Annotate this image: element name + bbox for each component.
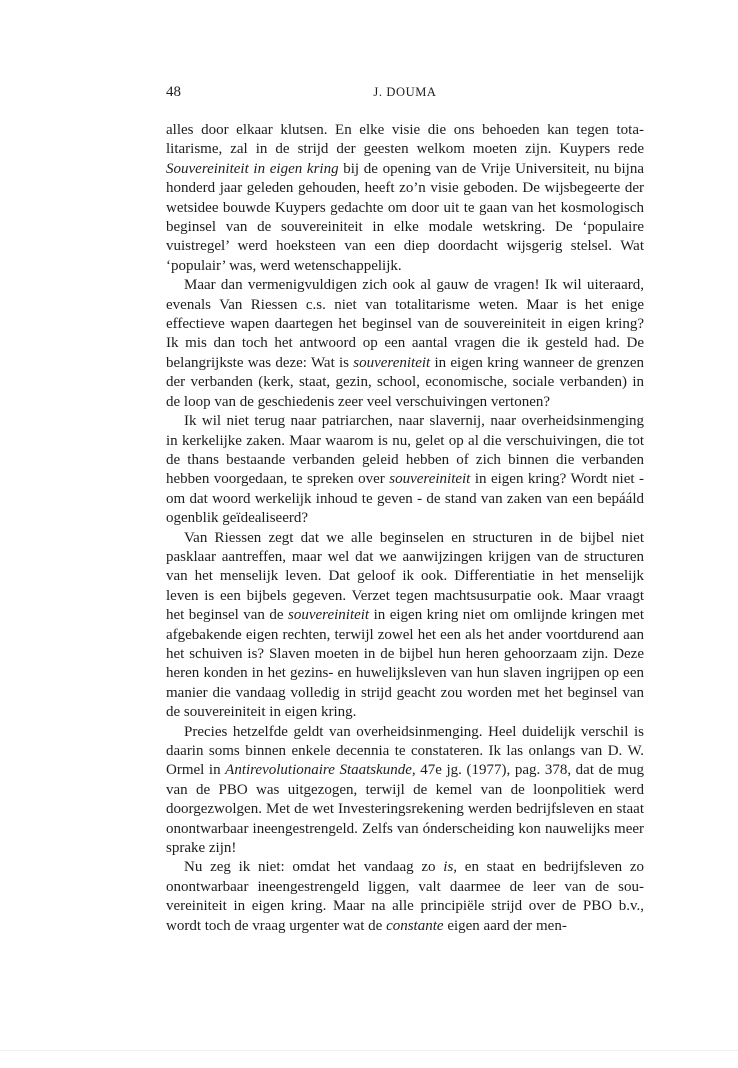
- paragraph-4: [166, 529, 644, 723]
- text-run: in eigen kring? Wordt niet - om dat woord werkelijk inhoud te geven - de stand van zaken van een bepááld ogenblik geïdealiseerd?: [166, 471, 645, 527]
- emphasis: Antirevolutionaire Staatskunde,: [225, 762, 416, 779]
- text-run: Nu zeg ik niet: omdat het vandaag zo: [184, 859, 444, 876]
- text-run: 47e jg. (1977), pag. 378, dat de mug van de PBO was uitgezogen, terwijl de kemel van de loonpolitiek werd doorgezwolgen. Met de wet Investeringsrekening werden bedrijfsleven en staat onontwarbaar ineengestrengeld. Zelfs van ónderscheiding kon nauwelijks meer sprake zijn!: [166, 762, 644, 857]
- text-run: alles door elkaar klutsen. En elke visie die ons behoeden kan tegen totalitarisme, zal in de strijd der geesten welkom moeten zijn. Kuypers rede: [166, 122, 644, 158]
- paragraph-3: [166, 412, 644, 528]
- paragraph-6: [166, 858, 644, 936]
- text-run: bij de opening van de Vrije Universiteit, nu bijna honderd jaar geleden gehouden, heeft zo’n visie geboden. De wijsbegeerte der wetsidee bouwde Kuypers gedachte om door uit te gaan van het kosmologisch beginsel van de souvereiniteit in elke modale wetskring. De ‘populaire vuistregel’ werd hoeksteen van een diep doordacht wijsgerig stelsel. Wat ‘populair’ was, werd wetenschappelijk.: [166, 160, 645, 274]
- emphasis: souvereniteit: [353, 354, 431, 371]
- scan-edge: [0, 1050, 738, 1051]
- emphasis: Souvereiniteit in eigen kring: [166, 160, 339, 177]
- paragraph-1: [166, 121, 644, 276]
- text-run: in eigen kring niet om omlijnde kringen met afgebakende eigen rechten, terwijl zowel het een als het ander voortdurend aan het schuiven is? Slaven moeten in de bijbel hun heren gehoorzaam zijn. Deze heren konden in het gezins- en huwelijksleven van hun slaven ingrijpen op een manier die vandaag volledig in strijd geacht zou worden met het beginsel van de souvereiniteit in eigen kring.: [166, 607, 644, 721]
- paragraph-5: [166, 723, 644, 859]
- emphasis: is,: [443, 859, 458, 876]
- emphasis: souvereiniteit: [288, 607, 370, 624]
- text-run: Ik wil niet terug naar patriarchen, naar slavernij, naar overheidsinmenging in kerkelijke zaken. Maar waarom is nu, gelet op al die verschuivingen, die tot de thans bestaande verbanden geleid hebben of zich binnen die verbanden hebben voorgedaan, te spreken over: [166, 413, 644, 488]
- emphasis: souvereiniteit: [389, 471, 471, 488]
- body-text: [166, 121, 644, 936]
- text-run: eigen aard der men-: [443, 917, 567, 934]
- text-run: Maar dan vermenigvuldigen zich ook al gauw de vragen! Ik wil uiteraard, evenals Van Riessen c.s. niet van totalitarisme weten. Maar is het enige effectieve wapen daartegen het beginsel van de souvereiniteit in eigen kring? Ik mis dan toch het antwoord op een aantal vragen die ik gesteld had. De belangrijkste was deze: Wat is: [166, 277, 644, 371]
- running-title: J. DOUMA: [373, 85, 437, 99]
- text-run: Van Riessen zegt dat we alle beginselen en structuren in de bijbel niet pasklaar aantreffen, maar wel dat we aanwijzingen krijgen van de structuren van het menselijk leven. Dat geloof ik ook. Differentiatie in het menselijk leven is een bijbels gegeven. Verzet tegen machtsusurpatie ook. Maar vraagt het beginsel van de: [166, 529, 644, 624]
- emphasis: constante: [386, 917, 444, 934]
- text-run: Precies hetzelfde geldt van overheidsinmenging. Heel duidelijk verschil is daarin soms binnen enkele decennia te constateren. Ik las onlangs van D. W. Ormel in: [166, 723, 644, 779]
- page-header: [166, 84, 644, 106]
- text-run: en staat en bedrijfsleven zo onontwarbaar ineengestrengeld liggen, valt daarmee de leer van de souvereiniteit in eigen kring. Maar na alle principiële strijd over de PBO b.v., wordt toch de vraag urgenter wat de: [166, 859, 644, 934]
- text-run: in eigen kring wanneer de grenzen der verbanden (kerk, staat, gezin, school, economische, sociale verbanden) in de loop van de geschiedenis zeer veel verschuivingen vertonen?: [166, 354, 644, 410]
- paragraph-2: [166, 276, 644, 412]
- page-number: 48: [166, 84, 181, 100]
